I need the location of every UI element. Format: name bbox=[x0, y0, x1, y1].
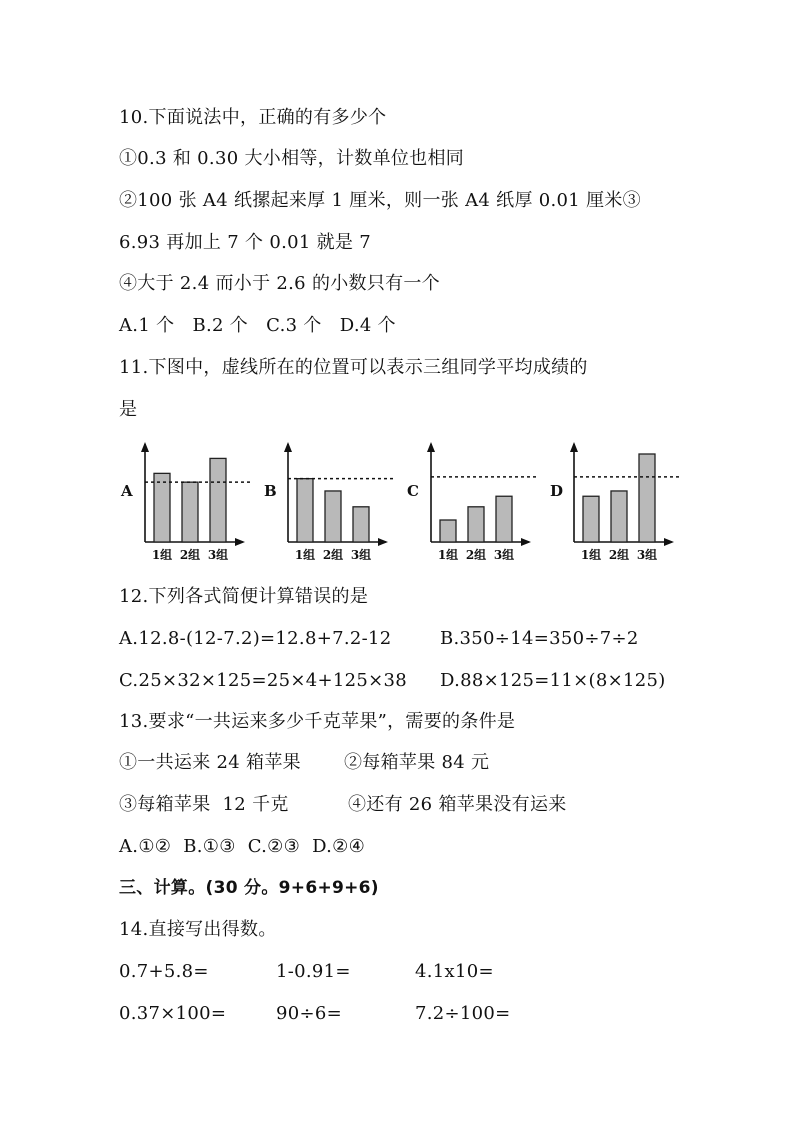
chart-tick-label: 3组 bbox=[493, 548, 515, 562]
q13-condition-1: ①一共运来 24 箱苹果 bbox=[119, 752, 301, 773]
q14-item: 90÷6= bbox=[276, 1003, 343, 1024]
q14-item: 1-0.91= bbox=[276, 961, 351, 982]
chart-tick-label: 1组 bbox=[151, 548, 173, 562]
q10-statement-2: ②100 张 A4 纸摞起来厚 1 厘米，则一张 A4 纸厚 0.01 厘米③ bbox=[119, 190, 641, 211]
chart-option-label: A bbox=[121, 482, 133, 500]
chart-bar bbox=[154, 473, 170, 542]
q10-stem: 10.下面说法中，正确的有多少个 bbox=[119, 107, 387, 128]
chart-bar bbox=[611, 491, 627, 542]
chart-bar bbox=[182, 482, 198, 542]
chart-bar bbox=[440, 520, 456, 542]
chart-tick-label: 1组 bbox=[437, 548, 459, 562]
q10-statement-4: ④大于 2.4 而小于 2.6 的小数只有一个 bbox=[119, 273, 441, 294]
q13-condition-2: ②每箱苹果 84 元 bbox=[344, 752, 490, 773]
q11-stem-line2: 是 bbox=[119, 399, 138, 420]
q13-options: A.①② B.①③ C.②③ D.②④ bbox=[119, 836, 366, 857]
q11-charts bbox=[115, 432, 685, 567]
q11-stem-line1: 11.下图中，虚线所在的位置可以表示三组同学平均成绩的 bbox=[119, 357, 588, 378]
q10-statement-3: 6.93 再加上 7 个 0.01 就是 7 bbox=[119, 232, 371, 253]
q12-option-c: C.25×32×125=25×4+125×38 bbox=[119, 670, 408, 691]
chart-tick-label: 3组 bbox=[207, 548, 229, 562]
chart-tick-label: 3组 bbox=[636, 548, 658, 562]
chart-x-axis-arrow bbox=[521, 538, 531, 546]
chart-x-axis-arrow bbox=[235, 538, 245, 546]
chart-tick-label: 2组 bbox=[322, 548, 344, 562]
q10-options: A.1 个 B.2 个 C.3 个 D.4 个 bbox=[119, 315, 396, 336]
q14-item: 0.37×100= bbox=[119, 1003, 227, 1024]
chart-bar bbox=[210, 458, 226, 542]
q14-item: 0.7+5.8= bbox=[119, 961, 209, 982]
q14-item: 7.2÷100= bbox=[415, 1003, 511, 1024]
chart-bar bbox=[639, 454, 655, 542]
chart-option-label: C bbox=[407, 482, 419, 500]
chart-y-axis-arrow bbox=[570, 442, 578, 452]
chart-bar bbox=[468, 507, 484, 542]
q14-item: 4.1x10= bbox=[415, 961, 494, 982]
chart-panel-d bbox=[550, 442, 679, 562]
chart-option-label: B bbox=[264, 482, 277, 500]
chart-bar bbox=[297, 479, 313, 542]
chart-bar bbox=[496, 496, 512, 542]
q12-stem: 12.下列各式简便计算错误的是 bbox=[119, 586, 369, 607]
chart-y-axis-arrow bbox=[284, 442, 292, 452]
q12-option-a: A.12.8-(12-7.2)=12.8+7.2-12 bbox=[119, 628, 392, 649]
chart-tick-label: 1组 bbox=[294, 548, 316, 562]
chart-tick-label: 3组 bbox=[350, 548, 372, 562]
chart-bar bbox=[353, 507, 369, 542]
chart-x-axis-arrow bbox=[664, 538, 674, 546]
chart-tick-label: 1组 bbox=[580, 548, 602, 562]
chart-y-axis-arrow bbox=[141, 442, 149, 452]
q10-statement-1: ①0.3 和 0.30 大小相等，计数单位也相同 bbox=[119, 148, 465, 169]
q14-stem: 14.直接写出得数。 bbox=[119, 919, 277, 940]
chart-y-axis-arrow bbox=[427, 442, 435, 452]
chart-tick-label: 2组 bbox=[465, 548, 487, 562]
chart-x-axis-arrow bbox=[378, 538, 388, 546]
q13-condition-4: ④还有 26 箱苹果没有运来 bbox=[348, 794, 567, 815]
chart-bar bbox=[583, 496, 599, 542]
q13-stem: 13.要求“一共运来多少千克苹果”，需要的条件是 bbox=[119, 711, 516, 732]
q13-condition-3: ③每箱苹果 12 千克 bbox=[119, 794, 289, 815]
chart-panel-b bbox=[264, 442, 393, 562]
chart-tick-label: 2组 bbox=[608, 548, 630, 562]
chart-panel-a bbox=[120, 442, 250, 562]
chart-tick-label: 2组 bbox=[179, 548, 201, 562]
chart-bar bbox=[325, 491, 341, 542]
q12-option-d: D.88×125=11×(8×125) bbox=[440, 670, 666, 691]
chart-option-label: D bbox=[550, 482, 564, 500]
section-3-title: 三、计算。(30 分。9+6+9+6) bbox=[119, 878, 379, 898]
q12-option-b: B.350÷14=350÷7÷2 bbox=[440, 628, 639, 649]
chart-panel-c bbox=[407, 442, 536, 562]
